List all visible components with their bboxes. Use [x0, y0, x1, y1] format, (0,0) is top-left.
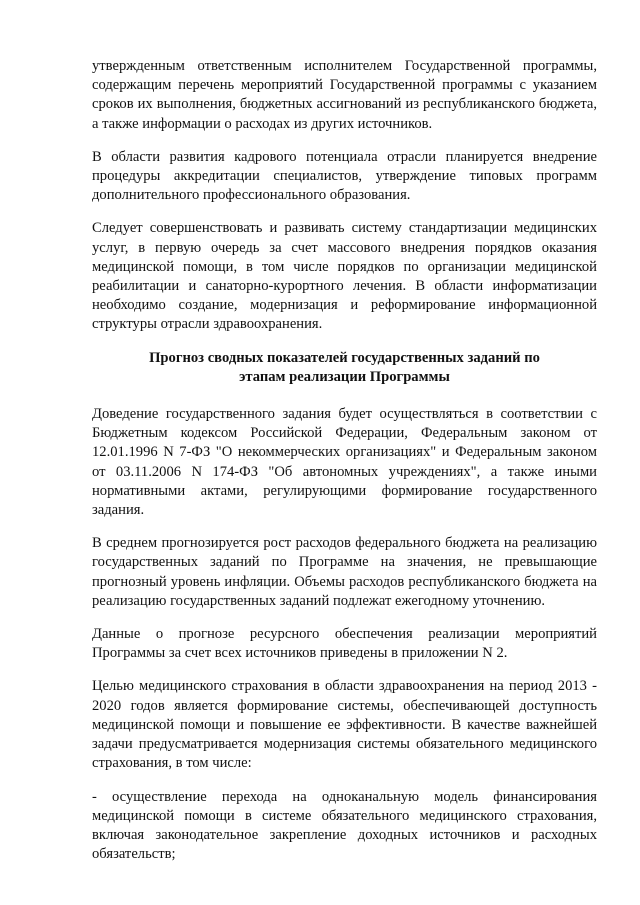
section-heading: [92, 349, 597, 387]
paragraph-medical-insurance-goal: Целью медицинского страхования в области здравоохранения на период 2013 - 2020 годов является формирование системы, обеспечивающей доступность медицинской помощи и повышение ее эффективности. В качестве важнейшей задачи предусматривается модернизация системы обязательного медицинского страхования, в том числе:: [92, 678, 597, 772]
paragraph-standardization: Следует совершенствовать и развивать систему стандартизации медицинских услуг, в первую очередь за счет массового внедрения порядков оказания медицинской помощи, в том числе порядков по организации медицинской реабилитации и санаторно-курортного лечения. В области информатизации необходимо создание, модернизация и реформирование информационной структуры отрасли здравоохранения.: [92, 220, 597, 333]
paragraph-state-assignment: Доведение государственного задания будет осуществляться в соответствии с Бюджетным кодексом Российской Федерации, Федеральным законом от 12.01.1996 N 7-ФЗ "О некоммерческих организациях" и Федеральным законом от 03.11.2006 N 174-ФЗ "Об автономных учреждениях", а также иными нормативными актами, регулирующими формирование государственного задания.: [92, 406, 597, 519]
paragraph-program-approval: утвержденным ответственным исполнителем Государственной программы, содержащим перечень мероприятий Государственной программы с указанием сроков их выполнения, бюджетных ассигнований из республиканского бюджета, а также информации о расходах из других источников.: [92, 58, 597, 132]
paragraph-single-channel-model: - осуществление перехода на одноканальную модель финансирования медицинской помощи в системе обязательного медицинского страхования, включая законодательное закрепление доходных источников и расходных обязательств;: [92, 788, 597, 863]
section-heading-line-2: этапам реализации Программы: [239, 368, 450, 385]
paragraph-personnel-development: В области развития кадрового потенциала отрасли планируется внедрение процедуры аккредитации специалистов, утверждение типовых программ дополнительного профессионального образования.: [92, 148, 597, 204]
document-body: [92, 57, 597, 878]
paragraph-expense-growth: В среднем прогнозируется рост расходов федерального бюджета на реализацию государственных заданий по Программе на значения, не превышающие прогнозный уровень инфляции. Объемы расходов республиканского бюджета на реализацию государственных заданий подлежат ежегодному уточнению.: [92, 535, 597, 609]
section-heading-line-1: Прогноз сводных показателей государственных заданий по: [149, 349, 540, 366]
paragraph-resource-forecast: Данные о прогнозе ресурсного обеспечения реализации мероприятий Программы за счет всех источников приведены в приложении N 2.: [92, 626, 597, 662]
